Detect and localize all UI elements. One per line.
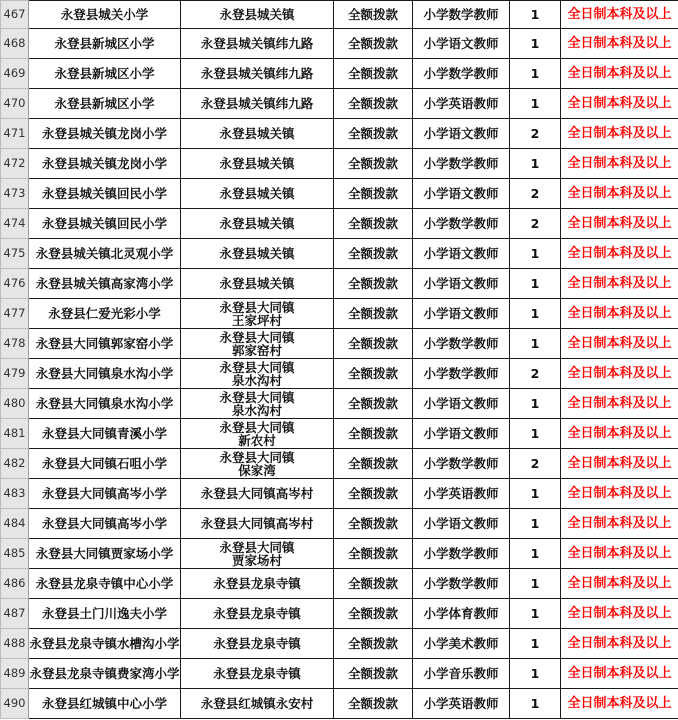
cell-education[interactable]: 全日制本科及以上 [561, 119, 678, 149]
location-line: 永登县龙泉寺镇 [213, 636, 301, 651]
cell-education[interactable]: 全日制本科及以上 [561, 509, 678, 539]
location-line: 永登县龙泉寺镇 [213, 606, 301, 621]
cell-position[interactable]: 小学数学教师 [413, 329, 510, 359]
table-row [1, 329, 678, 359]
table-row [1, 209, 678, 239]
cell-count[interactable]: 2 [510, 449, 561, 479]
location-line: 永登县大同镇高岑村 [200, 516, 314, 531]
cell-position[interactable]: 小学语文教师 [413, 29, 510, 59]
cell-position[interactable]: 小学语文教师 [413, 509, 510, 539]
cell-education[interactable]: 全日制本科及以上 [561, 239, 678, 269]
cell-location[interactable] [181, 359, 334, 389]
location-line: 永登县城关镇 [219, 126, 295, 141]
cell-school[interactable]: 永登县大同镇高岑小学 [29, 479, 181, 509]
row-number[interactable]: 483 [1, 479, 29, 509]
cell-position[interactable]: 小学数学教师 [413, 59, 510, 89]
cell-location[interactable] [181, 569, 334, 599]
cell-location[interactable] [181, 329, 334, 359]
cell-school[interactable]: 永登县城关镇回民小学 [29, 209, 181, 239]
location-line: 永登县城关镇 [219, 216, 295, 231]
cell-location[interactable] [181, 209, 334, 239]
cell-count[interactable]: 1 [510, 59, 561, 89]
cell-position[interactable]: 小学语文教师 [413, 419, 510, 449]
cell-education[interactable]: 全日制本科及以上 [561, 659, 678, 689]
location-line: 永登县大同镇 [219, 299, 295, 315]
cell-position[interactable]: 小学语文教师 [413, 269, 510, 299]
table-row [1, 659, 678, 689]
cell-position[interactable]: 小学数学教师 [413, 569, 510, 599]
cell-funding[interactable]: 全额拨款 [334, 149, 413, 179]
cell-location[interactable] [181, 299, 334, 329]
cell-education[interactable]: 全日制本科及以上 [561, 149, 678, 179]
cell-position[interactable]: 小学语文教师 [413, 299, 510, 329]
cell-education[interactable]: 全日制本科及以上 [561, 1, 678, 29]
cell-location[interactable] [181, 1, 334, 29]
table-row [1, 1, 678, 29]
cell-school[interactable]: 永登县土门川逸夫小学 [29, 599, 181, 629]
cell-education[interactable]: 全日制本科及以上 [561, 179, 678, 209]
table-row [1, 359, 678, 389]
cell-count[interactable]: 2 [510, 209, 561, 239]
cell-school[interactable]: 永登县红城镇中心小学 [29, 689, 181, 719]
table-row [1, 269, 678, 299]
cell-position[interactable]: 小学语文教师 [413, 239, 510, 269]
location-line: 永登县城关镇 [219, 156, 295, 171]
row-number[interactable]: 484 [1, 509, 29, 539]
cell-count[interactable]: 1 [510, 689, 561, 719]
cell-count[interactable]: 1 [510, 269, 561, 299]
table-row [1, 149, 678, 179]
cell-funding[interactable]: 全额拨款 [334, 689, 413, 719]
cell-location[interactable] [181, 29, 334, 59]
table-row [1, 599, 678, 629]
table-row [1, 119, 678, 149]
location-line: 保家湾 [238, 462, 276, 478]
cell-education[interactable]: 全日制本科及以上 [561, 479, 678, 509]
cell-funding[interactable]: 全额拨款 [334, 1, 413, 29]
cell-count[interactable]: 1 [510, 629, 561, 659]
table-row [1, 29, 678, 59]
cell-school[interactable]: 永登县新城区小学 [29, 29, 181, 59]
cell-location[interactable] [181, 89, 334, 119]
location-line: 永登县红城镇永安村 [200, 696, 314, 711]
cell-funding[interactable]: 全额拨款 [334, 569, 413, 599]
cell-funding[interactable]: 全额拨款 [334, 419, 413, 449]
cell-school[interactable]: 永登县龙泉寺镇中心小学 [29, 569, 181, 599]
row-number[interactable]: 489 [1, 659, 29, 689]
cell-position[interactable]: 小学数学教师 [413, 539, 510, 569]
cell-position[interactable]: 小学美术教师 [413, 629, 510, 659]
cell-location[interactable] [181, 269, 334, 299]
cell-education[interactable]: 全日制本科及以上 [561, 689, 678, 719]
row-number[interactable]: 479 [1, 359, 29, 389]
location-line: 永登县城关镇纬九路 [200, 66, 314, 81]
cell-count[interactable]: 1 [510, 239, 561, 269]
cell-count[interactable]: 1 [510, 299, 561, 329]
cell-funding[interactable]: 全额拨款 [334, 239, 413, 269]
cell-education[interactable]: 全日制本科及以上 [561, 269, 678, 299]
cell-funding[interactable]: 全额拨款 [334, 299, 413, 329]
row-number[interactable]: 485 [1, 539, 29, 569]
cell-position[interactable]: 小学数学教师 [413, 1, 510, 29]
cell-school[interactable]: 永登县大同镇石咀小学 [29, 449, 181, 479]
cell-location[interactable] [181, 449, 334, 479]
cell-education[interactable]: 全日制本科及以上 [561, 209, 678, 239]
cell-funding[interactable]: 全额拨款 [334, 629, 413, 659]
row-number[interactable]: 469 [1, 59, 29, 89]
cell-location[interactable] [181, 539, 334, 569]
cell-school[interactable]: 永登县城关镇龙岗小学 [29, 149, 181, 179]
cell-education[interactable]: 全日制本科及以上 [561, 359, 678, 389]
table-row [1, 389, 678, 419]
table-row [1, 419, 678, 449]
cell-school[interactable]: 永登县大同镇泉水沟小学 [29, 359, 181, 389]
row-number[interactable]: 482 [1, 449, 29, 479]
cell-position[interactable]: 小学语文教师 [413, 119, 510, 149]
table-body [1, 1, 678, 719]
cell-funding[interactable]: 全额拨款 [334, 539, 413, 569]
table-row [1, 629, 678, 659]
cell-location[interactable] [181, 599, 334, 629]
row-number[interactable]: 468 [1, 29, 29, 59]
location-line: 郭家窑村 [231, 342, 282, 358]
cell-school[interactable]: 永登县大同镇青溪小学 [29, 419, 181, 449]
row-number[interactable]: 472 [1, 149, 29, 179]
cell-funding[interactable]: 全额拨款 [334, 89, 413, 119]
location-line: 永登县龙泉寺镇 [213, 576, 301, 591]
cell-school[interactable]: 永登县大同镇高岑小学 [29, 509, 181, 539]
row-number[interactable]: 487 [1, 599, 29, 629]
cell-school[interactable]: 永登县城关镇龙岗小学 [29, 119, 181, 149]
cell-position[interactable]: 小学数学教师 [413, 149, 510, 179]
table-row [1, 239, 678, 269]
cell-location[interactable] [181, 659, 334, 689]
cell-location[interactable] [181, 629, 334, 659]
cell-position[interactable]: 小学英语教师 [413, 89, 510, 119]
cell-count[interactable]: 1 [510, 569, 561, 599]
row-number[interactable]: 488 [1, 629, 29, 659]
cell-count[interactable]: 1 [510, 419, 561, 449]
cell-school[interactable]: 永登县城关镇回民小学 [29, 179, 181, 209]
cell-funding[interactable]: 全额拨款 [334, 449, 413, 479]
cell-location[interactable] [181, 689, 334, 719]
location-line: 永登县大同镇 [219, 389, 295, 405]
cell-count[interactable]: 1 [510, 509, 561, 539]
cell-count[interactable]: 1 [510, 599, 561, 629]
cell-count[interactable]: 1 [510, 1, 561, 29]
location-line: 永登县城关镇纬九路 [200, 36, 314, 51]
cell-education[interactable]: 全日制本科及以上 [561, 329, 678, 359]
table-row [1, 449, 678, 479]
cell-position[interactable]: 小学数学教师 [413, 359, 510, 389]
cell-funding[interactable]: 全额拨款 [334, 599, 413, 629]
cell-school[interactable]: 永登县新城区小学 [29, 89, 181, 119]
cell-position[interactable]: 小学语文教师 [413, 389, 510, 419]
cell-location[interactable] [181, 149, 334, 179]
cell-location[interactable] [181, 59, 334, 89]
row-number[interactable]: 481 [1, 419, 29, 449]
cell-position[interactable]: 小学音乐教师 [413, 659, 510, 689]
location-line: 永登县大同镇 [219, 329, 295, 345]
table-row [1, 299, 678, 329]
cell-funding[interactable]: 全额拨款 [334, 389, 413, 419]
location-line: 泉水沟村 [231, 372, 282, 388]
cell-education[interactable]: 全日制本科及以上 [561, 419, 678, 449]
cell-funding[interactable]: 全额拨款 [334, 269, 413, 299]
location-line: 永登县城关镇 [219, 246, 295, 261]
cell-location[interactable] [181, 479, 334, 509]
table-row [1, 689, 678, 719]
cell-count[interactable]: 1 [510, 149, 561, 179]
cell-count[interactable]: 1 [510, 539, 561, 569]
cell-count[interactable]: 1 [510, 89, 561, 119]
row-number[interactable]: 473 [1, 179, 29, 209]
cell-school[interactable]: 永登县新城区小学 [29, 59, 181, 89]
cell-count[interactable]: 2 [510, 119, 561, 149]
cell-funding[interactable]: 全额拨款 [334, 659, 413, 689]
location-line: 永登县龙泉寺镇 [213, 666, 301, 681]
row-number[interactable]: 477 [1, 299, 29, 329]
cell-funding[interactable]: 全额拨款 [334, 29, 413, 59]
cell-education[interactable]: 全日制本科及以上 [561, 89, 678, 119]
cell-school[interactable]: 永登县大同镇郭家窑小学 [29, 329, 181, 359]
cell-school[interactable]: 永登县仁爱光彩小学 [29, 299, 181, 329]
table-row [1, 539, 678, 569]
cell-count[interactable]: 1 [510, 29, 561, 59]
table-row [1, 89, 678, 119]
cell-position[interactable]: 小学英语教师 [413, 689, 510, 719]
cell-school[interactable]: 永登县大同镇泉水沟小学 [29, 389, 181, 419]
row-number[interactable]: 486 [1, 569, 29, 599]
row-number[interactable]: 475 [1, 239, 29, 269]
cell-education[interactable]: 全日制本科及以上 [561, 389, 678, 419]
location-line: 永登县城关镇 [219, 276, 295, 291]
cell-position[interactable]: 小学数学教师 [413, 209, 510, 239]
location-line: 泉水沟村 [231, 402, 282, 418]
cell-funding[interactable]: 全额拨款 [334, 179, 413, 209]
table-row [1, 479, 678, 509]
table-row [1, 569, 678, 599]
location-line: 永登县城关镇 [219, 7, 295, 22]
row-number[interactable]: 474 [1, 209, 29, 239]
row-number[interactable]: 471 [1, 119, 29, 149]
row-number[interactable]: 480 [1, 389, 29, 419]
cell-education[interactable]: 全日制本科及以上 [561, 59, 678, 89]
cell-education[interactable]: 全日制本科及以上 [561, 449, 678, 479]
cell-education[interactable]: 全日制本科及以上 [561, 599, 678, 629]
cell-school[interactable]: 永登县龙泉寺镇水槽沟小学 [29, 629, 181, 659]
cell-location[interactable] [181, 509, 334, 539]
cell-count[interactable]: 2 [510, 179, 561, 209]
cell-count[interactable]: 1 [510, 479, 561, 509]
row-number[interactable]: 490 [1, 689, 29, 719]
cell-location[interactable] [181, 239, 334, 269]
row-number[interactable]: 478 [1, 329, 29, 359]
cell-position[interactable]: 小学英语教师 [413, 479, 510, 509]
cell-count[interactable]: 1 [510, 329, 561, 359]
cell-education[interactable]: 全日制本科及以上 [561, 299, 678, 329]
cell-location[interactable] [181, 119, 334, 149]
cell-count[interactable]: 2 [510, 359, 561, 389]
table-row [1, 509, 678, 539]
cell-count[interactable]: 1 [510, 659, 561, 689]
cell-funding[interactable]: 全额拨款 [334, 119, 413, 149]
cell-funding[interactable]: 全额拨款 [334, 479, 413, 509]
location-line: 永登县大同镇 [219, 419, 295, 435]
cell-education[interactable]: 全日制本科及以上 [561, 29, 678, 59]
cell-funding[interactable]: 全额拨款 [334, 209, 413, 239]
cell-education[interactable]: 全日制本科及以上 [561, 629, 678, 659]
cell-position[interactable]: 小学体育教师 [413, 599, 510, 629]
table-row [1, 179, 678, 209]
location-line: 新农村 [238, 432, 276, 448]
location-line: 贾家场村 [231, 552, 282, 568]
cell-funding[interactable]: 全额拨款 [334, 509, 413, 539]
location-line: 永登县大同镇高岑村 [200, 486, 314, 501]
location-line: 王家坪村 [231, 312, 282, 328]
cell-funding[interactable]: 全额拨款 [334, 359, 413, 389]
cell-education[interactable]: 全日制本科及以上 [561, 569, 678, 599]
cell-count[interactable]: 1 [510, 389, 561, 419]
cell-funding[interactable]: 全额拨款 [334, 329, 413, 359]
row-number[interactable]: 467 [1, 1, 29, 29]
cell-school[interactable]: 永登县城关小学 [29, 1, 181, 29]
row-number[interactable]: 470 [1, 89, 29, 119]
location-line: 永登县大同镇 [219, 359, 295, 375]
location-line: 永登县城关镇纬九路 [200, 96, 314, 111]
cell-school[interactable]: 永登县城关镇高家湾小学 [29, 269, 181, 299]
cell-school[interactable]: 永登县龙泉寺镇费家湾小学 [29, 659, 181, 689]
cell-education[interactable]: 全日制本科及以上 [561, 539, 678, 569]
cell-funding[interactable]: 全额拨款 [334, 59, 413, 89]
location-line: 永登县大同镇 [219, 539, 295, 555]
row-number[interactable]: 476 [1, 269, 29, 299]
table-row [1, 59, 678, 89]
cell-location[interactable] [181, 389, 334, 419]
cell-school[interactable]: 永登县大同镇贾家场小学 [29, 539, 181, 569]
location-line: 永登县城关镇 [219, 186, 295, 201]
cell-position[interactable]: 小学数学教师 [413, 449, 510, 479]
cell-school[interactable]: 永登县城关镇北灵观小学 [29, 239, 181, 269]
cell-position[interactable]: 小学语文教师 [413, 179, 510, 209]
cell-location[interactable] [181, 419, 334, 449]
cell-location[interactable] [181, 179, 334, 209]
location-line: 永登县大同镇 [219, 449, 295, 465]
